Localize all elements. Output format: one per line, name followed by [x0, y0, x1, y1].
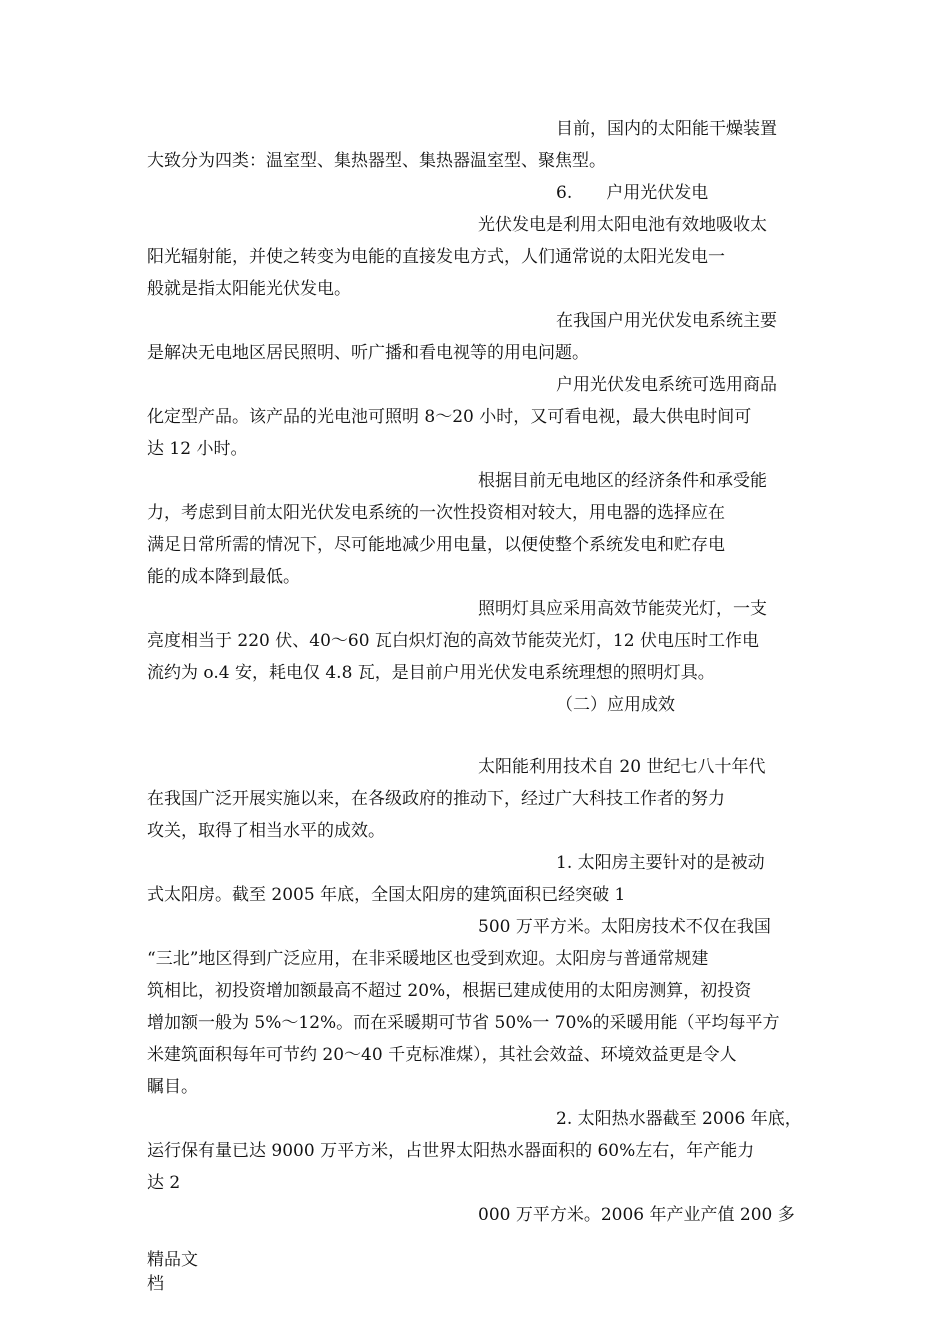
text-line: 户用光伏发电系统可选用商品 — [556, 375, 777, 395]
text-line: 筑相比，初投资增加额最高不超过 20%，根据已建成使用的太阳房测算，初投资 — [147, 981, 752, 1001]
text-line: 化定型产品。该产品的光电池可照明 8～20 小时，又可看电视，最大供电时间可 — [147, 407, 752, 427]
text-line: 大致分为四类：温室型、集热器型、集热器温室型、聚焦型。 — [147, 151, 606, 171]
text-line: 米建筑面积每年可节约 20～40 千克标准煤），其社会效益、环境效益更是令人 — [147, 1045, 737, 1065]
text-line: 达 12 小时。 — [147, 439, 248, 459]
text-line: 运行保有量已达 9000 万平方米，占世界太阳热水器面积的 60%左右，年产能力 — [147, 1141, 755, 1161]
text-line: 式太阳房。截至 2005 年底，全国太阳房的建筑面积已经突破 1 — [147, 885, 626, 905]
text-line: 500 万平方米。太阳房技术不仅在我国 — [478, 917, 771, 937]
text-line: 根据目前无电地区的经济条件和承受能 — [478, 471, 767, 491]
text-line: 亮度相当于 220 伏、40～60 瓦白炽灯泡的高效节能荧光灯，12 伏电压时工作电 — [147, 631, 759, 651]
text-line: 满足日常所需的情况下，尽可能地减少用电量，以便使整个系统发电和贮存电 — [147, 535, 725, 555]
text-line: 能的成本降到最低。 — [147, 567, 300, 587]
text-line: 在我国户用光伏发电系统主要 — [556, 311, 777, 331]
text-line: 照明灯具应采用高效节能荧光灯，一支 — [478, 599, 767, 619]
text-line: 000 万平方米。2006 年产业产值 200 多 — [478, 1205, 795, 1225]
text-line: 力，考虑到目前太阳光伏发电系统的一次性投资相对较大，用电器的选择应在 — [147, 503, 725, 523]
footer-watermark: 精品文档 — [147, 1250, 198, 1294]
text-line: 是解决无电地区居民照明、听广播和看电视等的用电问题。 — [147, 343, 589, 363]
section-heading: 6. 户用光伏发电 — [556, 183, 709, 203]
text-line: 1. 太阳房主要针对的是被动 — [556, 853, 765, 873]
text-line: 攻关，取得了相当水平的成效。 — [147, 821, 385, 841]
text-line: 般就是指太阳能光伏发电。 — [147, 279, 351, 299]
text-line: 增加额一般为 5%～12%。而在采暖期可节省 50%一 70%的采暖用能（平均每平方 — [147, 1013, 780, 1033]
text-line: 目前，国内的太阳能干燥装置 — [556, 119, 777, 139]
text-line: “三北”地区得到广泛应用，在非采暖地区也受到欢迎。太阳房与普通常规建 — [147, 949, 709, 969]
text-line: 在我国广泛开展实施以来，在各级政府的推动下，经过广大科技工作者的努力 — [147, 789, 725, 809]
text-line: 2. 太阳热水器截至 2006 年底， — [556, 1109, 802, 1129]
text-line: 达 2 — [147, 1173, 181, 1193]
text-line: 太阳能利用技术自 20 世纪七八十年代 — [478, 757, 766, 777]
text-line: 流约为 o.4 安，耗电仅 4.8 瓦，是目前户用光伏发电系统理想的照明灯具。 — [147, 663, 715, 683]
text-line: 阳光辐射能，并使之转变为电能的直接发电方式，人们通常说的太阳光发电一 — [147, 247, 725, 267]
section-heading: （二）应用成效 — [556, 695, 675, 715]
text-line: 瞩目。 — [147, 1077, 198, 1097]
text-line: 光伏发电是利用太阳电池有效地吸收太 — [478, 215, 767, 235]
